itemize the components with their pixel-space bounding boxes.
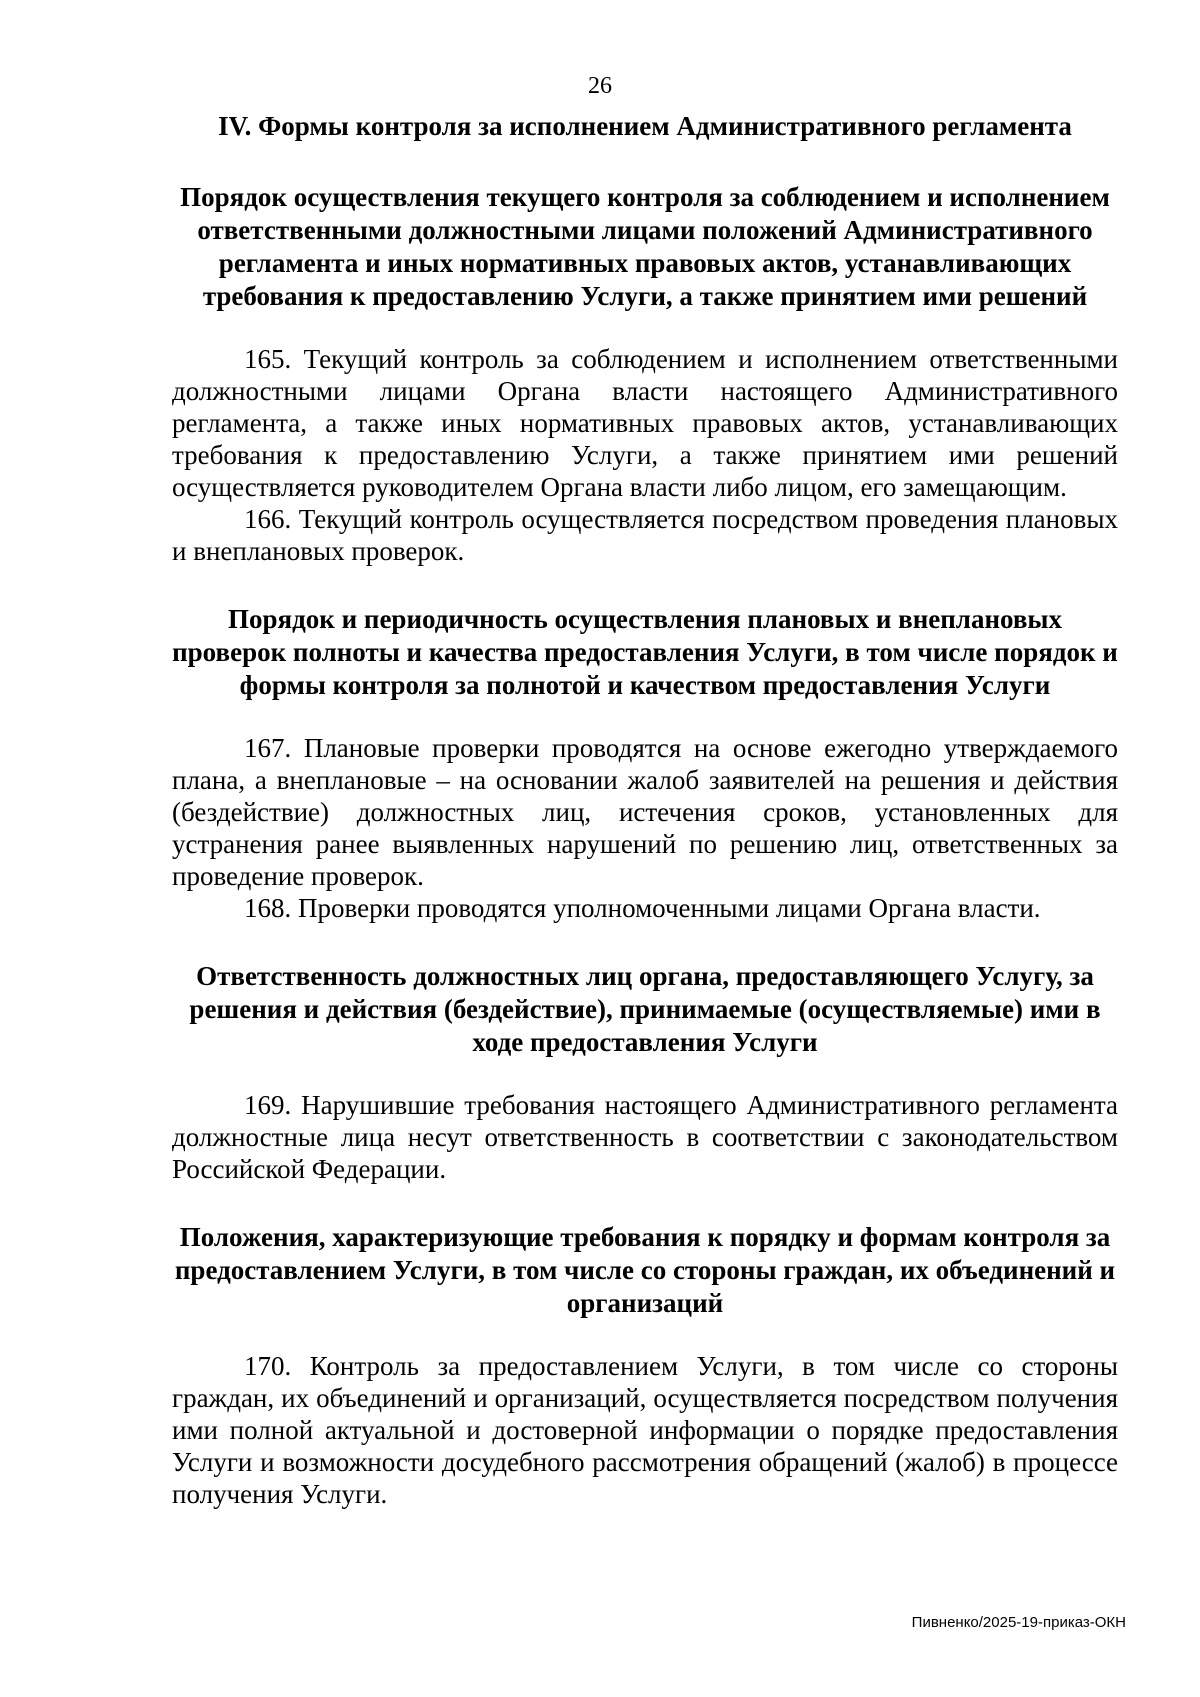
subsection-heading: Порядок осуществления текущего контроля за соблюдением и исполнением ответственными должностными лицами положений Административного регламента и иных нормативных правовых актов, устанавливающих требования к предоставлению Услуги, а также принятием ими решений	[180, 182, 1110, 311]
subsection-heading: Ответственность должностных лиц органа, предоставляющего Услугу, за решения и действия (бездействие), принимаемые (осуществляемые) ими в ходе предоставления Услуги	[189, 961, 1101, 1057]
section-responsibility	[172, 960, 1118, 1185]
subsection-heading: Порядок и периодичность осуществления плановых и внеплановых проверок полноты и качества предоставления Услуги, в том числе порядок и формы контроля за полнотой и качеством предоставления Услуги	[172, 604, 1118, 700]
section-title: IV. Формы контроля за исполнением Административного регламента	[218, 111, 1072, 141]
paragraph-166: 166. Текущий контроль осуществляется посредством проведения плановых и внеплановых проверок.	[172, 504, 1118, 566]
paragraph-165: 165. Текущий контроль за соблюдением и исполнением ответственными должностными лицами Органа власти настоящего Административного регламента, а также иных нормативных правовых актов, устанавливающих требования к предоставлению Услуги, а также принятием ими решений осуществляется руководителем Органа власти либо лицом, его замещающим.	[172, 344, 1118, 502]
subsection-heading: Положения, характеризующие требования к порядку и формам контроля за предоставлением Услуги, в том числе со стороны граждан, их объединений и организаций	[174, 1222, 1116, 1318]
section-public-control	[172, 1221, 1118, 1510]
section-inspections	[172, 603, 1118, 924]
paragraph-167: 167. Плановые проверки проводятся на основе ежегодно утверждаемого плана, а внеплановые – на основании жалоб заявителей на решения и действия (бездействие) должностных лиц, истечения сроков, установленных для устранения ранее выявленных нарушений по решению лиц, ответственных за проведение проверок.	[172, 733, 1118, 891]
section-current-control	[172, 181, 1118, 567]
paragraph-170: 170. Контроль за предоставлением Услуги, в том числе со стороны граждан, их объединений и организаций, осуществляется посредством получения ими полной актуальной и достоверной информации о порядке предоставления Услуги и возможности досудебного рассмотрения обращений (жалоб) в процессе получения Услуги.	[172, 1351, 1118, 1509]
page-number: 26	[588, 73, 612, 99]
paragraph-169: 169. Нарушившие требования настоящего Административного регламента должностные лица несут ответственность в соответствии с законодательством Российской Федерации.	[172, 1090, 1118, 1184]
paragraph-168: 168. Проверки проводятся уполномоченными лицами Органа власти.	[244, 893, 1041, 923]
document-body	[172, 110, 1118, 1510]
document-code: Пивненко/2025-19-приказ-ОКН	[911, 1614, 1126, 1631]
